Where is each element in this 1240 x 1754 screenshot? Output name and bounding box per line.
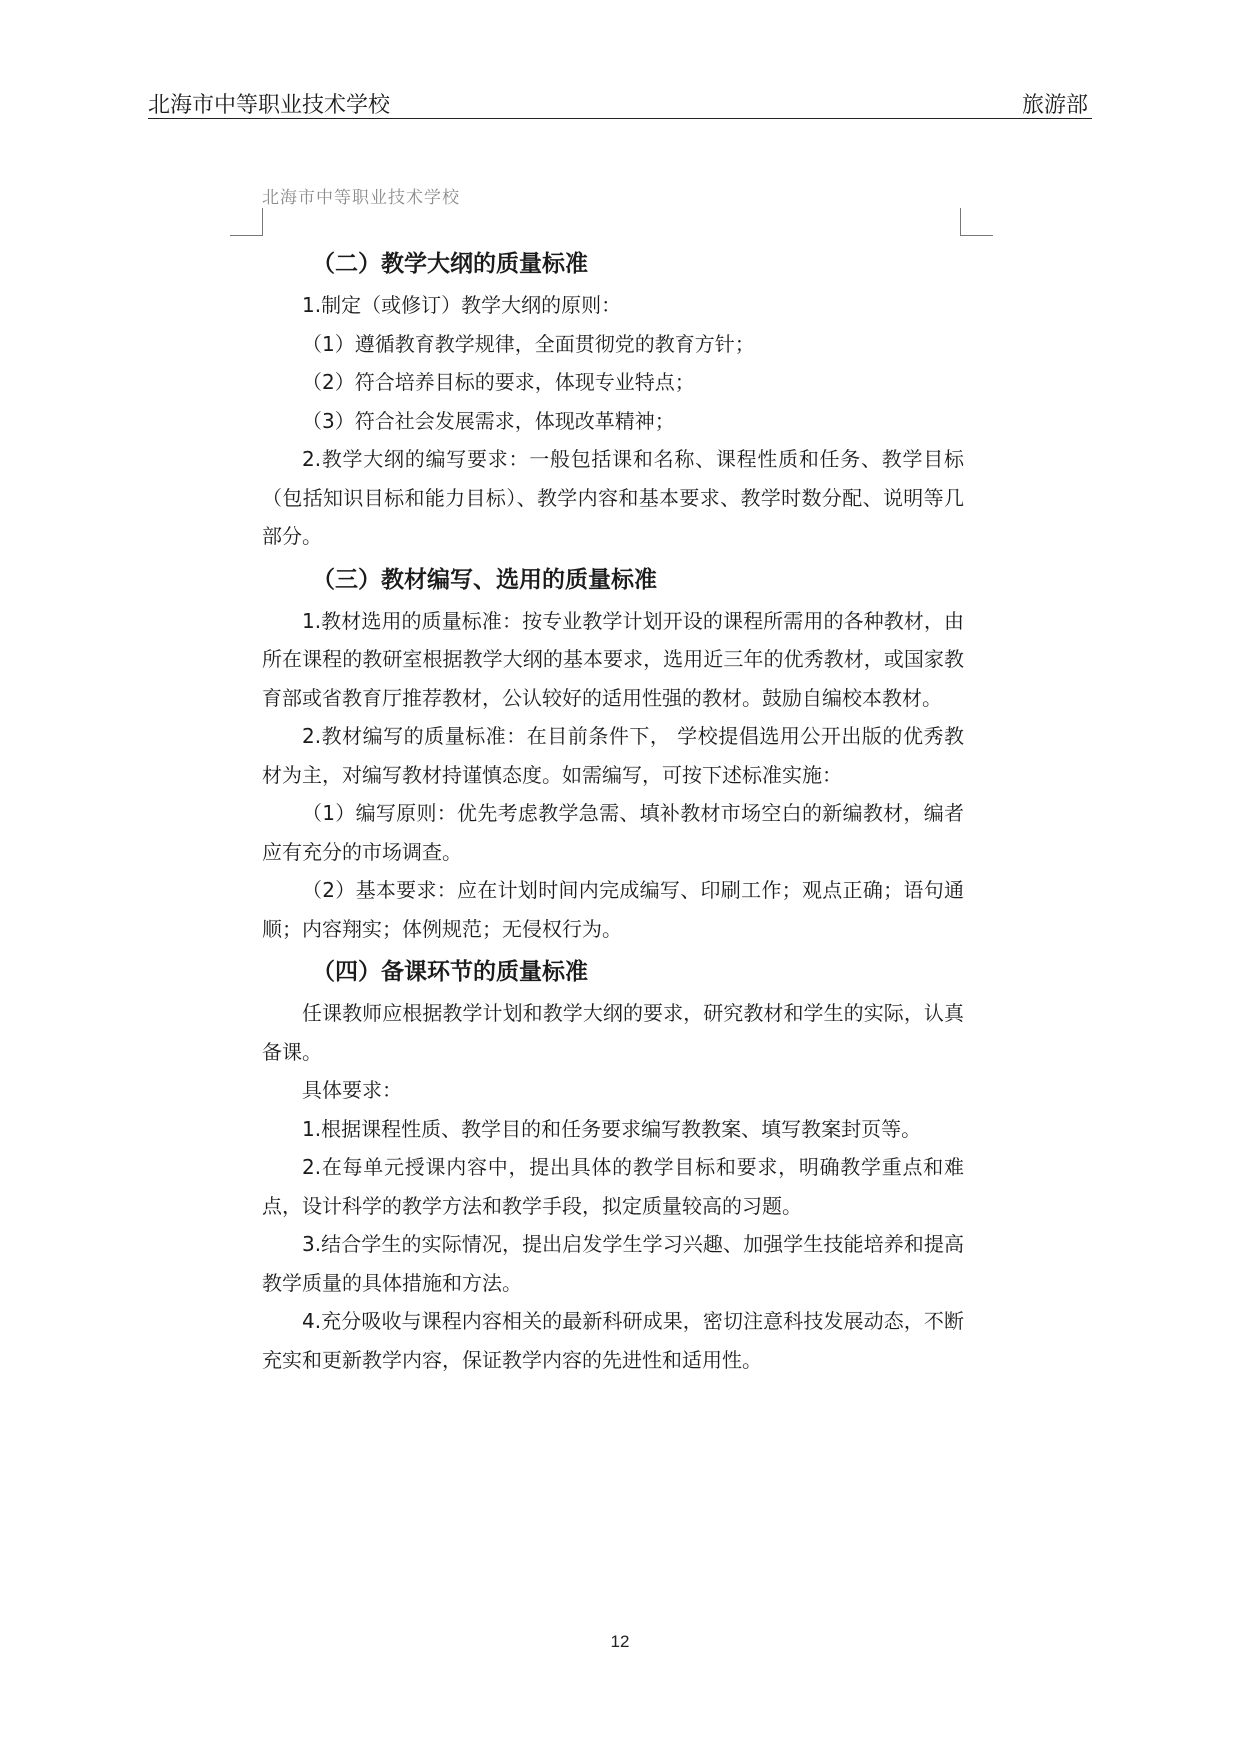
document-body: [262, 240, 964, 1379]
crop-mark: [960, 235, 993, 236]
paragraph: （1）编写原则：优先考虑教学急需、填补教材市场空白的新编教材，编者应有充分的市场调查。: [262, 801, 964, 864]
paragraph: 具体要求：: [302, 1078, 402, 1102]
paragraph: 1.教材选用的质量标准：按专业教学计划开设的课程所需用的各种教材，由所在课程的教研室根据教学大纲的基本要求，选用近三年的优秀教材，或国家教育部或省教育厅推荐教材，公认较好的适用性强的教材。鼓励自编校本教材。: [262, 608, 964, 710]
header-department: 旅游部: [1021, 93, 1088, 118]
paragraph: 2.教材编写的质量标准：在目前条件下， 学校提倡选用公开出版的优秀教材为主，对编写教材持谨慎态度。如需编写，可按下述标准实施：: [262, 724, 964, 787]
section-heading: （四）备课环节的质量标准: [312, 959, 588, 985]
scanned-page-header: 北海市中等职业技术学校: [262, 188, 460, 208]
crop-mark: [960, 208, 961, 236]
paragraph: 3.结合学生的实际情况，提出启发学生学习兴趣、加强学生技能培养和提高教学质量的具体措施和方法。: [262, 1232, 964, 1295]
paragraph: （2）基本要求：应在计划时间内完成编写、印刷工作；观点正确；语句通顺；内容翔实；体例规范；无侵权行为。: [262, 878, 964, 941]
crop-mark: [230, 235, 263, 236]
page-number: 12: [610, 1632, 630, 1651]
paragraph: （3）符合社会发展需求，体现改革精神；: [302, 408, 675, 433]
paragraph: 2.教学大纲的编写要求：一般包括课和名称、课程性质和任务、教学目标（包括知识目标和能力目标）、教学内容和基本要求、教学时数分配、说明等几部分。: [262, 447, 964, 548]
paragraph: （2）符合培养目标的要求，体现专业特点；: [302, 370, 695, 394]
page-header: [148, 80, 1092, 119]
paragraph: 2.在每单元授课内容中，提出具体的教学目标和要求，明确教学重点和难点，设计科学的教学方法和教学手段，拟定质量较高的习题。: [262, 1155, 964, 1218]
paragraph: 4.充分吸收与课程内容相关的最新科研成果，密切注意科技发展动态，不断充实和更新教学内容，保证教学内容的先进性和适用性。: [262, 1309, 964, 1372]
paragraph: 1.制定（或修订）教学大纲的原则：: [302, 293, 622, 317]
paragraph: （1）遵循教育教学规律，全面贯彻党的教育方针；: [302, 331, 755, 356]
section-heading: （三）教材编写、选用的质量标准: [312, 566, 657, 593]
paragraph: 1.根据课程性质、教学目的和任务要求编写教教案、填写教案封页等。: [302, 1116, 922, 1141]
section-heading: （二）教学大纲的质量标准: [312, 251, 588, 277]
crop-mark: [262, 208, 263, 236]
paragraph: 任课教师应根据教学计划和教学大纲的要求，研究教材和学生的实际，认真备课。: [262, 1001, 964, 1064]
header-school-name: 北海市中等职业技术学校: [148, 93, 391, 118]
